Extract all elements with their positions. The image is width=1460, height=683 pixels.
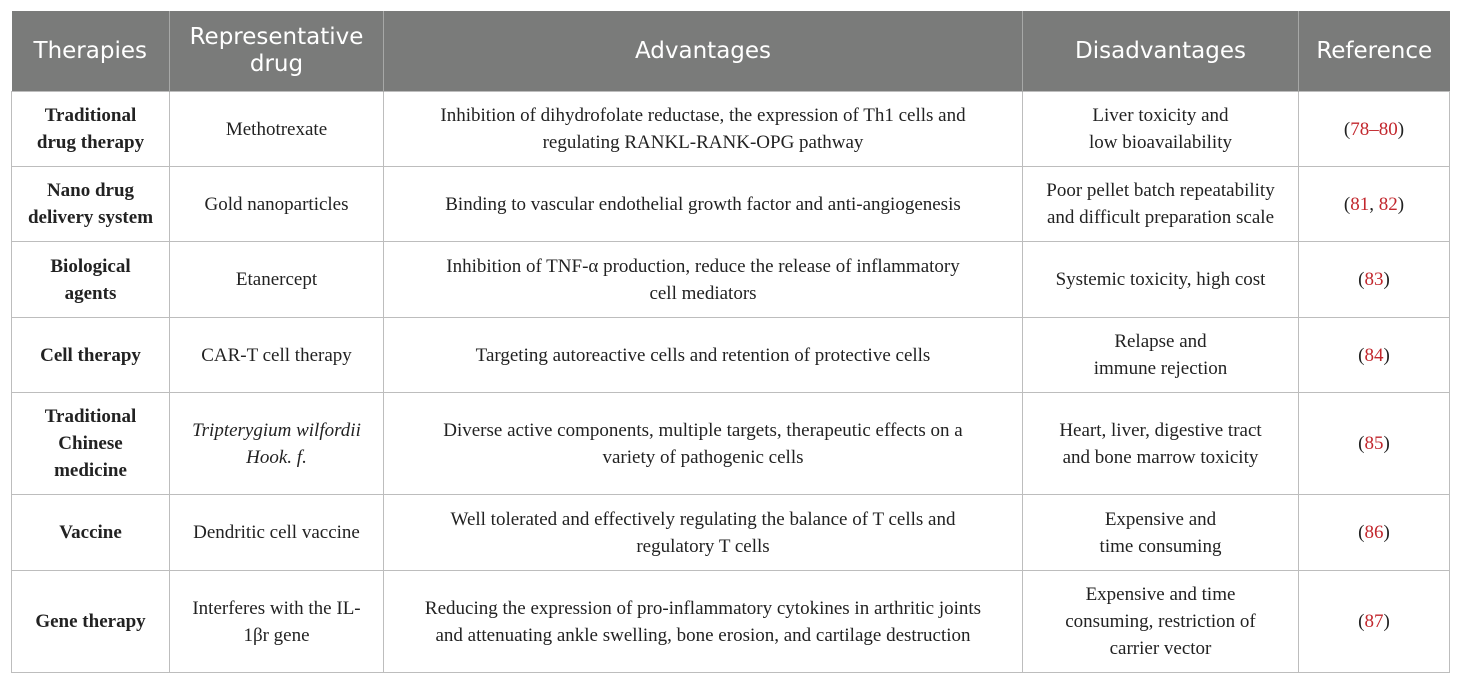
therapy-cell-line: drug therapy	[36, 132, 145, 153]
disadvantages-cell-line: Poor pellet batch repeatability	[1046, 180, 1275, 201]
advantages-cell-line: regulatory T cells	[636, 535, 770, 557]
reference-paren-close: )	[1383, 611, 1390, 632]
advantages-cell-line: Reducing the expression of pro-inflammatory cytokines in arthritic joints	[424, 597, 982, 619]
disadvantages-cell-line: Systemic toxicity, high cost	[1055, 269, 1266, 290]
reference-cell	[1299, 393, 1450, 495]
drug-cell-line: Dendritic cell vaccine	[193, 522, 360, 543]
disadvantages-cell	[1023, 393, 1299, 495]
reference-link[interactable]: 82	[1378, 193, 1398, 215]
disadvantages-cell	[1023, 318, 1299, 393]
advantages-cell-line: variety of pathogenic cells	[602, 446, 804, 468]
table-row	[12, 92, 1450, 167]
header-reference: Reference	[1299, 11, 1450, 92]
disadvantages-cell-line: Liver toxicity and	[1092, 105, 1229, 126]
advantages-cell	[384, 92, 1023, 167]
drug-cell	[170, 393, 384, 495]
disadvantages-cell	[1023, 571, 1299, 673]
therapy-cell-line: delivery system	[27, 207, 154, 228]
drug-cell	[170, 318, 384, 393]
reference-paren-open: (	[1358, 522, 1365, 543]
advantages-cell-line: cell mediators	[649, 282, 757, 304]
disadvantages-cell-line: low bioavailability	[1088, 132, 1232, 153]
advantages-cell-line: Inhibition of TNF-α production, reduce the release of inflammatory	[446, 255, 960, 277]
advantages-cell	[384, 393, 1023, 495]
therapy-cell-line: medicine	[54, 460, 127, 481]
drug-cell	[170, 495, 384, 571]
disadvantages-cell-line: and bone marrow toxicity	[1062, 446, 1259, 468]
therapy-cell-line: Cell therapy	[40, 344, 141, 366]
disadvantages-cell-line: time consuming	[1099, 535, 1222, 557]
reference-cell	[1299, 242, 1450, 318]
disadvantages-cell	[1023, 167, 1299, 242]
advantages-cell	[384, 495, 1023, 571]
advantages-cell-line: and attenuating ankle swelling, bone erosion, and cartilage destruction	[435, 624, 971, 646]
reference-paren-close: )	[1383, 269, 1390, 290]
therapy-cell-line: Gene therapy	[35, 611, 146, 632]
therapy-cell-line: Chinese	[58, 433, 123, 454]
header-advantages: Advantages	[384, 11, 1023, 92]
therapy-cell	[12, 495, 170, 571]
advantages-cell-line: Inhibition of dihydrofolate reductase, the expression of Th1 cells and	[440, 105, 966, 126]
therapy-cell-line: Nano drug	[46, 180, 135, 201]
header-row	[12, 11, 1450, 92]
table-header	[12, 11, 1450, 92]
disadvantages-cell-line: immune rejection	[1093, 358, 1228, 379]
table-row	[12, 318, 1450, 393]
disadvantages-cell-line: Heart, liver, digestive tract	[1059, 419, 1262, 441]
reference-paren-open: (	[1358, 611, 1365, 632]
drug-cell-line: Interferes with the IL-	[192, 597, 361, 619]
header-disadvantages: Disadvantages	[1023, 11, 1299, 92]
table-row	[12, 571, 1450, 673]
therapy-cell-line: Vaccine	[59, 522, 122, 543]
reference-paren-open: (	[1358, 433, 1365, 454]
reference-paren-close: )	[1383, 344, 1390, 366]
reference-paren-open: (	[1358, 269, 1365, 290]
reference-link[interactable]: 86	[1364, 522, 1384, 543]
reference-link[interactable]: 87	[1364, 611, 1384, 632]
disadvantages-cell	[1023, 242, 1299, 318]
therapies-table	[11, 11, 1450, 673]
reference-cell	[1299, 571, 1450, 673]
drug-cell-line: 1βr gene	[243, 624, 310, 646]
disadvantages-cell	[1023, 495, 1299, 571]
drug-cell	[170, 571, 384, 673]
therapy-cell	[12, 242, 170, 318]
disadvantages-cell-line: carrier vector	[1109, 638, 1212, 659]
disadvantages-cell-line: Expensive and	[1104, 508, 1217, 530]
drug-cell-line: Gold nanoparticles	[204, 193, 349, 215]
table-row	[12, 393, 1450, 495]
reference-link[interactable]: 84	[1364, 344, 1384, 366]
disadvantages-cell-line: consuming, restriction of	[1065, 611, 1256, 632]
drug-cell	[170, 242, 384, 318]
disadvantages-cell	[1023, 92, 1299, 167]
drug-cell-line: Hook. f.	[246, 446, 307, 468]
therapy-cell	[12, 393, 170, 495]
reference-cell	[1299, 92, 1450, 167]
reference-paren-close: )	[1383, 522, 1390, 543]
disadvantages-cell-line: Relapse and	[1114, 331, 1207, 352]
advantages-cell-line: Diverse active components, multiple targets, therapeutic effects on a	[443, 419, 963, 441]
therapy-cell-line: agents	[64, 282, 117, 304]
table-row	[12, 495, 1450, 571]
reference-link[interactable]: 78–80	[1350, 118, 1398, 140]
drug-cell	[170, 92, 384, 167]
therapy-cell	[12, 167, 170, 242]
therapy-cell	[12, 571, 170, 673]
therapy-cell-line: Traditional	[44, 406, 137, 427]
table-row	[12, 167, 1450, 242]
reference-paren-close: )	[1397, 118, 1405, 140]
advantages-cell-line: regulating RANKL-RANK-OPG pathway	[542, 132, 864, 153]
header-representative-drug: Representative drug	[170, 11, 384, 92]
reference-cell	[1299, 318, 1450, 393]
reference-paren-open: (	[1343, 118, 1351, 140]
reference-paren-close: )	[1383, 433, 1390, 454]
table-row	[12, 242, 1450, 318]
advantages-cell-line: Targeting autoreactive cells and retention of protective cells	[475, 344, 931, 366]
therapy-cell-line: Biological	[50, 255, 131, 277]
advantages-cell	[384, 242, 1023, 318]
drug-cell-line: Methotrexate	[225, 118, 328, 140]
reference-link[interactable]: 81	[1350, 193, 1370, 215]
reference-cell	[1299, 495, 1450, 571]
table-body	[12, 92, 1450, 673]
reference-paren-close: )	[1397, 193, 1405, 215]
reference-paren-open: (	[1358, 344, 1365, 366]
reference-link[interactable]: 83	[1364, 269, 1384, 290]
drug-cell-line: Etanercept	[235, 269, 318, 290]
header-therapies: Therapies	[12, 11, 170, 92]
advantages-cell-line: Well tolerated and effectively regulating the balance of T cells and	[450, 508, 956, 530]
drug-cell-line: CAR-T cell therapy	[201, 344, 352, 366]
reference-paren-open: (	[1343, 193, 1351, 215]
disadvantages-cell-line: and difficult preparation scale	[1046, 207, 1275, 228]
disadvantages-cell-line: Expensive and time	[1085, 584, 1236, 605]
drug-cell-line: Tripterygium wilfordii	[192, 419, 361, 441]
advantages-cell	[384, 318, 1023, 393]
advantages-cell	[384, 571, 1023, 673]
therapy-cell-line: Traditional	[44, 105, 137, 126]
drug-cell	[170, 167, 384, 242]
therapy-cell	[12, 318, 170, 393]
advantages-cell-line: Binding to vascular endothelial growth factor and anti-angiogenesis	[445, 193, 961, 215]
advantages-cell	[384, 167, 1023, 242]
reference-link[interactable]: 85	[1364, 433, 1384, 454]
reference-cell: (81, 82)	[1299, 167, 1450, 242]
therapy-cell	[12, 92, 170, 167]
